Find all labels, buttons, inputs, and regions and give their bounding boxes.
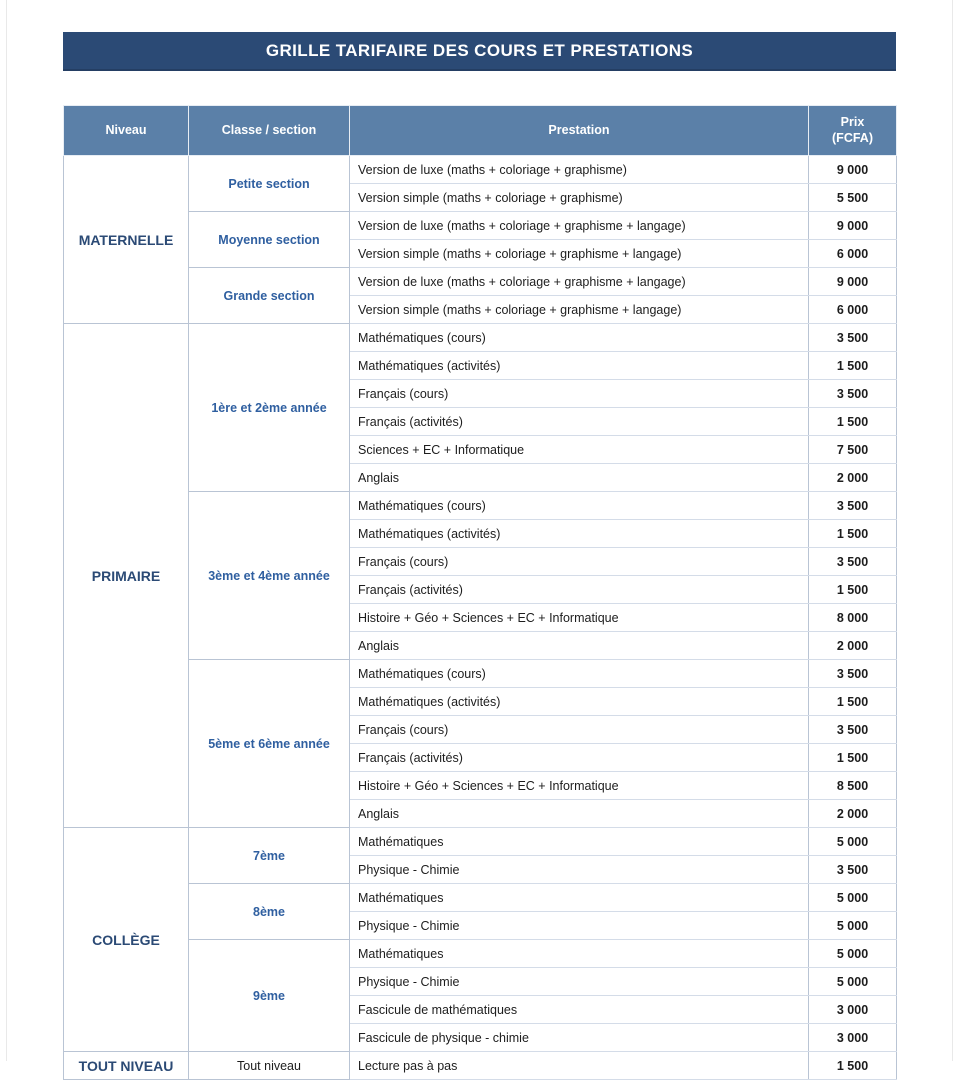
prestation-cell: Mathématiques (activités) bbox=[350, 688, 809, 716]
prestation-cell: Anglais bbox=[350, 464, 809, 492]
prestation-cell: Anglais bbox=[350, 632, 809, 660]
table-row bbox=[64, 660, 897, 688]
class-cell: 9ème bbox=[189, 940, 350, 1052]
prestation-cell: Histoire + Géo + Sciences + EC + Informatique bbox=[350, 772, 809, 800]
table-row bbox=[64, 884, 897, 912]
price-cell: 7 500 bbox=[809, 436, 897, 464]
column-header-prix-line1: Prix bbox=[840, 114, 865, 129]
prestation-cell: Version de luxe (maths + coloriage + graphisme) bbox=[350, 156, 809, 184]
price-cell: 2 000 bbox=[809, 800, 897, 828]
price-cell: 1 500 bbox=[809, 576, 897, 604]
price-cell: 9 000 bbox=[809, 156, 897, 184]
price-cell: 3 000 bbox=[809, 996, 897, 1024]
level-cell: COLLÈGE bbox=[64, 828, 189, 1052]
price-cell: 2 000 bbox=[809, 632, 897, 660]
prestation-cell: Fascicule de mathématiques bbox=[350, 996, 809, 1024]
table-row bbox=[64, 1052, 897, 1080]
prestation-cell: Mathématiques bbox=[350, 828, 809, 856]
prestation-cell: Version de luxe (maths + coloriage + graphisme + langage) bbox=[350, 212, 809, 240]
column-header-prestation: Prestation bbox=[350, 106, 809, 156]
class-cell: Tout niveau bbox=[189, 1052, 350, 1080]
class-cell: Moyenne section bbox=[189, 212, 350, 268]
prestation-cell: Version simple (maths + coloriage + graphisme + langage) bbox=[350, 296, 809, 324]
page-margin-right bbox=[952, 0, 953, 1061]
prestation-cell: Mathématiques (cours) bbox=[350, 660, 809, 688]
class-cell: 1ère et 2ème année bbox=[189, 324, 350, 492]
prestation-cell: Version simple (maths + coloriage + graphisme + langage) bbox=[350, 240, 809, 268]
prestation-cell: Physique - Chimie bbox=[350, 968, 809, 996]
price-cell: 5 000 bbox=[809, 884, 897, 912]
prestation-cell: Mathématiques (cours) bbox=[350, 324, 809, 352]
table-row bbox=[64, 492, 897, 520]
pricing-table bbox=[63, 105, 897, 1080]
column-header-prix bbox=[809, 106, 897, 156]
pricing-sheet bbox=[63, 0, 896, 1080]
price-cell: 3 500 bbox=[809, 548, 897, 576]
page-title: GRILLE TARIFAIRE DES COURS ET PRESTATIONS bbox=[265, 40, 694, 60]
price-cell: 8 500 bbox=[809, 772, 897, 800]
price-cell: 3 500 bbox=[809, 324, 897, 352]
price-cell: 1 500 bbox=[809, 408, 897, 436]
table-row bbox=[64, 156, 897, 184]
price-cell: 3 500 bbox=[809, 716, 897, 744]
price-cell: 5 500 bbox=[809, 184, 897, 212]
prestation-cell: Mathématiques (cours) bbox=[350, 492, 809, 520]
price-cell: 5 000 bbox=[809, 912, 897, 940]
price-cell: 9 000 bbox=[809, 268, 897, 296]
price-cell: 3 500 bbox=[809, 660, 897, 688]
prestation-cell: Français (activités) bbox=[350, 408, 809, 436]
price-cell: 1 500 bbox=[809, 744, 897, 772]
level-cell: MATERNELLE bbox=[64, 156, 189, 324]
price-cell: 6 000 bbox=[809, 296, 897, 324]
prestation-cell: Version de luxe (maths + coloriage + graphisme + langage) bbox=[350, 268, 809, 296]
class-cell: 8ème bbox=[189, 884, 350, 940]
table-header-row bbox=[64, 106, 897, 156]
column-header-classe: Classe / section bbox=[189, 106, 350, 156]
table-row bbox=[64, 324, 897, 352]
price-cell: 2 000 bbox=[809, 464, 897, 492]
table-row bbox=[64, 268, 897, 296]
price-cell: 3 500 bbox=[809, 856, 897, 884]
price-cell: 5 000 bbox=[809, 968, 897, 996]
column-header-prix-line2: (FCFA) bbox=[832, 130, 873, 145]
table-row bbox=[64, 828, 897, 856]
prestation-cell: Français (cours) bbox=[350, 716, 809, 744]
price-cell: 1 500 bbox=[809, 520, 897, 548]
prestation-cell: Mathématiques bbox=[350, 940, 809, 968]
class-cell: 7ème bbox=[189, 828, 350, 884]
prestation-cell: Sciences + EC + Informatique bbox=[350, 436, 809, 464]
table-header bbox=[64, 106, 897, 156]
prestation-cell: Fascicule de physique - chimie bbox=[350, 1024, 809, 1052]
price-cell: 1 500 bbox=[809, 352, 897, 380]
prestation-cell: Français (activités) bbox=[350, 576, 809, 604]
page-margin-left bbox=[6, 0, 7, 1061]
price-cell: 3 500 bbox=[809, 492, 897, 520]
prestation-cell: Histoire + Géo + Sciences + EC + Informatique bbox=[350, 604, 809, 632]
level-cell: PRIMAIRE bbox=[64, 324, 189, 828]
table-body bbox=[64, 156, 897, 1080]
table-row bbox=[64, 940, 897, 968]
prestation-cell: Lecture pas à pas bbox=[350, 1052, 809, 1080]
level-cell: TOUT NIVEAU bbox=[64, 1052, 189, 1080]
prestation-cell: Mathématiques (activités) bbox=[350, 352, 809, 380]
class-cell: Grande section bbox=[189, 268, 350, 324]
prestation-cell: Physique - Chimie bbox=[350, 912, 809, 940]
class-cell: Petite section bbox=[189, 156, 350, 212]
price-cell: 9 000 bbox=[809, 212, 897, 240]
price-cell: 1 500 bbox=[809, 688, 897, 716]
prestation-cell: Mathématiques bbox=[350, 884, 809, 912]
prestation-cell: Français (activités) bbox=[350, 744, 809, 772]
prestation-cell: Version simple (maths + coloriage + graphisme) bbox=[350, 184, 809, 212]
class-cell: 3ème et 4ème année bbox=[189, 492, 350, 660]
prestation-cell: Physique - Chimie bbox=[350, 856, 809, 884]
document-title-banner bbox=[63, 32, 896, 71]
price-cell: 3 000 bbox=[809, 1024, 897, 1052]
column-header-niveau: Niveau bbox=[64, 106, 189, 156]
price-cell: 3 500 bbox=[809, 380, 897, 408]
price-cell: 1 500 bbox=[809, 1052, 897, 1080]
price-cell: 5 000 bbox=[809, 828, 897, 856]
prestation-cell: Français (cours) bbox=[350, 548, 809, 576]
class-cell: 5ème et 6ème année bbox=[189, 660, 350, 828]
prestation-cell: Anglais bbox=[350, 800, 809, 828]
prestation-cell: Mathématiques (activités) bbox=[350, 520, 809, 548]
price-cell: 8 000 bbox=[809, 604, 897, 632]
table-row bbox=[64, 212, 897, 240]
price-cell: 5 000 bbox=[809, 940, 897, 968]
prestation-cell: Français (cours) bbox=[350, 380, 809, 408]
price-cell: 6 000 bbox=[809, 240, 897, 268]
